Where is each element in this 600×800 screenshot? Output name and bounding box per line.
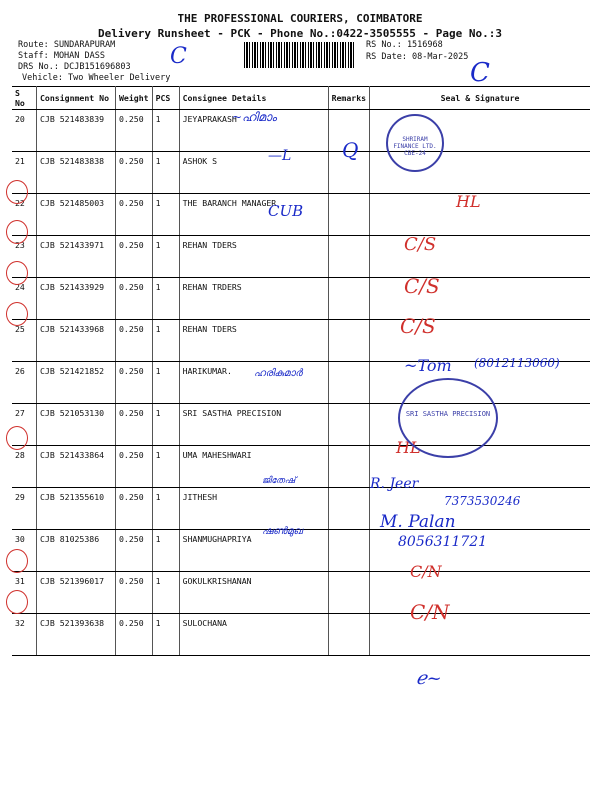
cell-remarks — [328, 236, 370, 278]
cell-sno: 31 — [12, 572, 37, 614]
signature-r28: HL — [396, 438, 421, 457]
cell-weight: 0.250 — [116, 446, 153, 488]
phone-r30: 8056311721 — [398, 534, 488, 550]
signature-r25: C/S — [400, 314, 436, 338]
table-header — [12, 87, 590, 110]
document-title: THE PROFESSIONAL COURIERS, COIMBATORE — [177, 12, 423, 25]
signature-r22-red: HL — [456, 192, 481, 211]
document-subtitle: Delivery Runsheet - PCK - Phone No.:0422-3505555 - Page No.:3 — [98, 27, 502, 40]
signature-r30: ഷൺമുഖ — [262, 526, 303, 537]
signature-r24: C/S — [404, 274, 440, 298]
cell-consignee: JEYAPRAKASH — [179, 110, 328, 152]
cell-consignee: SHANMUGHAPRIYA — [179, 530, 328, 572]
staff-label: Staff: MOHAN DASS — [18, 51, 105, 61]
col-remarks: Remarks — [328, 87, 370, 110]
vehicle-label: Vehicle: Two Wheeler Delivery — [22, 73, 171, 83]
cell-remarks — [328, 530, 370, 572]
cell-weight: 0.250 — [116, 236, 153, 278]
cell-pcs: 1 — [152, 488, 179, 530]
red-circle-mark — [6, 549, 28, 573]
cell-weight: 0.250 — [116, 404, 153, 446]
cell-consignee: GOKULKRISHANAN — [179, 572, 328, 614]
signature-r29: ജിതേഷ് — [262, 476, 296, 486]
route-label: Route: SUNDARAPURAM — [18, 40, 116, 50]
col-weight: Weight — [116, 87, 153, 110]
company-stamp — [398, 378, 498, 458]
signature-r30-sig: M. Palan — [380, 512, 456, 532]
cell-consignee: THE BARANCH MANAGER — [179, 194, 328, 236]
red-circle-mark — [6, 261, 28, 285]
cell-remarks — [328, 488, 370, 530]
cell-consignee: REHAN TDERS — [179, 236, 328, 278]
table-row — [12, 446, 590, 488]
cell-sno: 23 — [12, 236, 37, 278]
cell-remarks — [328, 362, 370, 404]
signature-r31: C/N — [410, 562, 442, 581]
col-seal: Seal & Signature — [370, 87, 590, 110]
cell-weight: 0.250 — [116, 530, 153, 572]
col-consignee: Consignee Details — [179, 87, 328, 110]
signature-r26-sig: ~Tom — [404, 356, 452, 375]
red-circle-mark — [6, 180, 28, 204]
cell-weight: 0.250 — [116, 152, 153, 194]
stamp-text: SRI SASTHA PRECISION — [405, 410, 491, 418]
cell-cno: CJB 521053130 — [37, 404, 116, 446]
cell-sno: 28 — [12, 446, 37, 488]
ink-mark: ℯ~ — [416, 668, 442, 689]
remark-r21: Q — [342, 138, 359, 162]
cell-seal — [370, 614, 590, 656]
cell-consignee: JITHESH — [179, 488, 328, 530]
cell-sno: 25 — [12, 320, 37, 362]
table-row — [12, 236, 590, 278]
cell-pcs: 1 — [152, 362, 179, 404]
cell-weight: 0.250 — [116, 320, 153, 362]
cell-weight: 0.250 — [116, 278, 153, 320]
phone-r29: 7373530246 — [444, 494, 521, 508]
cell-consignee: REHAN TRDERS — [179, 278, 328, 320]
rs-date: RS Date: 08-Mar-2025 — [366, 52, 469, 62]
cell-cno: CJB 81025386 — [37, 530, 116, 572]
cell-weight: 0.250 — [116, 572, 153, 614]
cell-sno: 20 — [12, 110, 37, 152]
barcode — [244, 42, 356, 68]
cell-remarks — [328, 572, 370, 614]
cell-pcs: 1 — [152, 446, 179, 488]
cell-pcs: 1 — [152, 614, 179, 656]
cell-cno: CJB 521483838 — [37, 152, 116, 194]
cell-pcs: 1 — [152, 404, 179, 446]
cell-weight: 0.250 — [116, 614, 153, 656]
ink-mark: C — [170, 44, 187, 69]
cell-pcs: 1 — [152, 152, 179, 194]
ink-mark: C — [470, 58, 490, 88]
cell-pcs: 1 — [152, 110, 179, 152]
col-pcs: PCS — [152, 87, 179, 110]
table-row — [12, 152, 590, 194]
cell-cno: CJB 521421852 — [37, 362, 116, 404]
cell-consignee: REHAN TDERS — [179, 320, 328, 362]
cell-pcs: 1 — [152, 572, 179, 614]
cell-remarks — [328, 404, 370, 446]
stamp-text: SHRIRAM FINANCE LTD. CBE-24 — [393, 136, 437, 157]
red-circle-mark — [6, 426, 28, 450]
cell-sno: 24 — [12, 278, 37, 320]
cell-cno: CJB 521396017 — [37, 572, 116, 614]
cell-cno: CJB 521433971 — [37, 236, 116, 278]
col-consignment: Consignment No — [37, 87, 116, 110]
red-circle-mark — [6, 302, 28, 326]
cell-remarks — [328, 278, 370, 320]
cell-sno: 26 — [12, 362, 37, 404]
cell-weight: 0.250 — [116, 362, 153, 404]
cell-sno: 22 — [12, 194, 37, 236]
cell-consignee: UMA MAHESHWARI — [179, 446, 328, 488]
cell-cno: CJB 521483839 — [37, 110, 116, 152]
table-row — [12, 614, 590, 656]
cell-pcs: 1 — [152, 530, 179, 572]
signature-r20: ~ഹിമാം — [232, 110, 277, 124]
cell-seal — [370, 236, 590, 278]
cell-consignee: ASHOK S — [179, 152, 328, 194]
signature-r22: CUB — [268, 202, 304, 220]
cell-sno: 21 — [12, 152, 37, 194]
cell-cno: CJB 521433929 — [37, 278, 116, 320]
cell-remarks — [328, 194, 370, 236]
rs-number: RS No.: 1516968 — [366, 40, 443, 50]
cell-pcs: 1 — [152, 194, 179, 236]
cell-remarks — [328, 614, 370, 656]
table-row — [12, 404, 590, 446]
cell-weight: 0.250 — [116, 488, 153, 530]
cell-cno: CJB 521433968 — [37, 320, 116, 362]
cell-sno: 32 — [12, 614, 37, 656]
signature-r26: ഹരികുമാർ — [254, 368, 303, 379]
col-sno: S No — [12, 87, 37, 110]
cell-pcs: 1 — [152, 320, 179, 362]
cell-pcs: 1 — [152, 236, 179, 278]
cell-sno: 30 — [12, 530, 37, 572]
cell-consignee: HARIKUMAR. — [179, 362, 328, 404]
cell-cno: CJB 521393638 — [37, 614, 116, 656]
cell-remarks — [328, 320, 370, 362]
company-stamp — [386, 114, 444, 172]
table-row — [12, 278, 590, 320]
table-row — [12, 572, 590, 614]
red-circle-mark — [6, 590, 28, 614]
signature-r21: —L — [268, 148, 292, 164]
cell-sno: 27 — [12, 404, 37, 446]
cell-seal — [370, 572, 590, 614]
cell-weight: 0.250 — [116, 194, 153, 236]
cell-remarks — [328, 446, 370, 488]
cell-sno: 29 — [12, 488, 37, 530]
cell-cno: CJB 521485003 — [37, 194, 116, 236]
red-circle-mark — [6, 220, 28, 244]
signature-r29-sig: R. Jeer — [370, 476, 419, 492]
signature-r23: C/S — [404, 234, 437, 255]
cell-weight: 0.250 — [116, 110, 153, 152]
cell-cno: CJB 521433864 — [37, 446, 116, 488]
cell-pcs: 1 — [152, 278, 179, 320]
cell-consignee: SULOCHANA — [179, 614, 328, 656]
table-row — [12, 110, 590, 152]
cell-consignee: SRI SASTHA PRECISION — [179, 404, 328, 446]
signature-r32: C/N — [410, 600, 450, 624]
phone-r26: (8012113060) — [474, 356, 560, 370]
drs-number: DRS No.: DCJB151696803 — [18, 62, 131, 72]
cell-cno: CJB 521355610 — [37, 488, 116, 530]
